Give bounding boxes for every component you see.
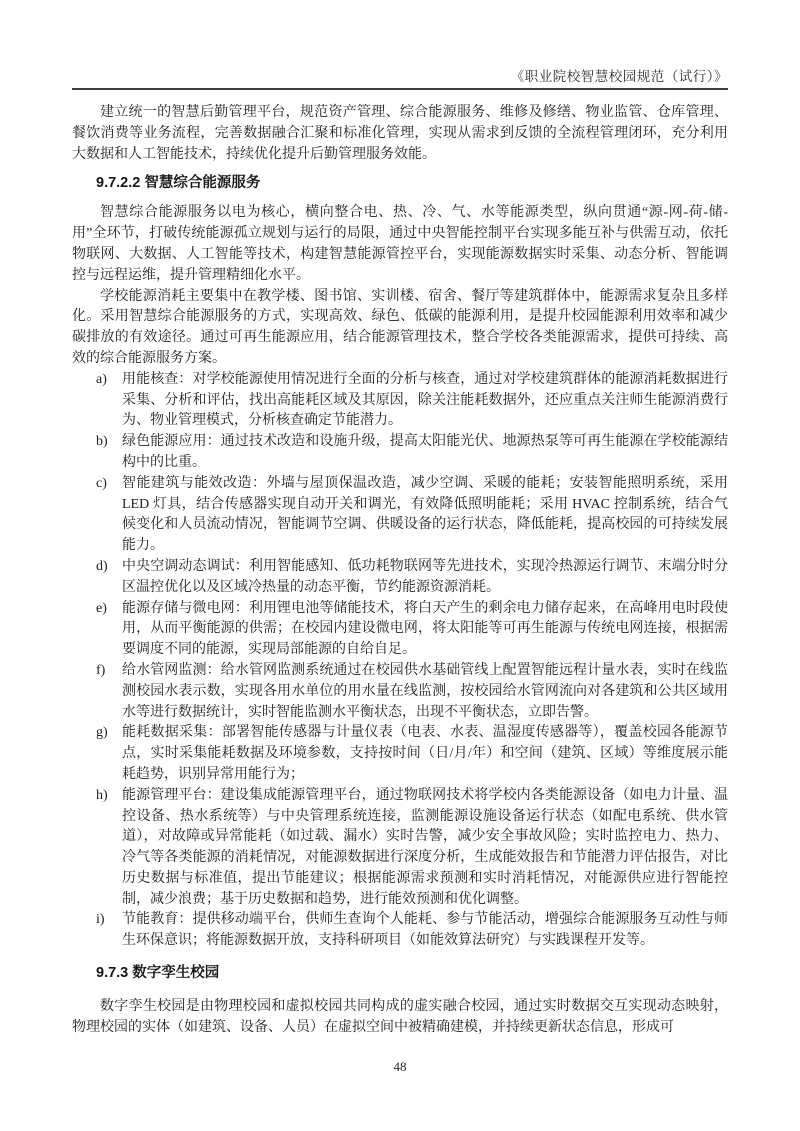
document-title: 《职业院校智慧校园规范（试行）》 <box>510 69 728 84</box>
list-item-label: c) <box>96 475 107 491</box>
list-item-b <box>96 432 728 474</box>
page-number: 48 <box>393 1059 407 1074</box>
paragraph-energy-overview: 智慧综合能源服务以电为核心，横向整合电、热、冷、气、水等能源类型，纵向贯通“源-网-荷-储-用”全环节，打破传统能源孤立规划与运行的局限，通过中央智能控制平台实现多能互补与供需互动，依托物联网、大数据、人工智能等技术，构建智慧能源管控平台，实现能源数据实时采集、动态分析、智能调控与远程运维，提升管理精细化水平。 <box>72 205 728 283</box>
list-item-c <box>96 474 728 557</box>
page-header <box>72 69 728 84</box>
list-item-d <box>96 557 728 599</box>
list-item-f <box>96 661 728 723</box>
list-item-text: 能源管理平台：建设集成能源管理平台，通过物联网技术将学校内各类能源设备（如电力计量、温控设备、热水系统等）与中央管理系统连接，监测能源设施设备运行状态（如配电系统、供水管道），对故障或异常能耗（如过载、漏水）实时告警，减少安全事故风险；实时监控电力、热力、冷气等各类能源的消耗情况，对能源数据进行深度分析，生成能效报告和节能潜力评估报告，对比历史数据与标准值，提出节能建议；根据能源需求预测和实时消耗情况，对能源供应进行智能控制，减少浪费；基于历史数据和趋势，进行能效预测和优化调整。 <box>122 787 728 907</box>
page-footer <box>0 1059 800 1075</box>
list-item-text: 节能教育：提供移动端平台，供师生查询个人能耗、参与节能活动，增强综合能源服务互动性与师生环保意识；将能源数据开放，支持科研项目（如能效算法研究）与实践课程开发等。 <box>122 912 728 949</box>
list-item-label: h) <box>96 787 108 803</box>
list-item-label: e) <box>96 600 107 616</box>
list-item-h <box>96 786 728 911</box>
document-body <box>72 103 728 1039</box>
list-item-i <box>96 910 728 952</box>
list-item-text: 智能建筑与能效改造：外墙与屋顶保温改造，减少空调、采暖的能耗；安装智能照明系统，采用 LED 灯具，结合传感器实现自动开关和调光，有效降低照明能耗；采用 HVAC 控制系统，结合气候变化和人员流动情况，智能调节空调、供暖设备的运行状态，降低能耗，提高校园的可持续发展能力。 <box>122 475 728 554</box>
list-item-label: b) <box>96 434 108 450</box>
list-item-label: f) <box>96 662 106 678</box>
list-item-text: 能耗数据采集：部署智能传感器与计量仪表（电表、水表、温湿度传感器等），覆盖校园各能源节点，实时采集能耗数据及环境参数，支持按时间（日/月/年）和空间（建筑、区域）等维度展示能耗趋势，识别异常用能行为； <box>122 725 728 782</box>
section-heading-9-7-2-2: 9.7.2.2 智慧综合能源服务 <box>96 175 261 192</box>
list-item-e <box>96 599 728 661</box>
section-heading-9-7-3: 9.7.3 数字孪生校园 <box>96 965 220 982</box>
paragraph-digital-twin: 数字孪生校园是由物理校园和虚拟校园共同构成的虚实融合校园，通过实时数据交互实现动态映射，物理校园的实体（如建筑、设备、人员）在虚拟空间中被精确建模，并持续更新状态信息，形成可 <box>72 999 728 1035</box>
list-item-a <box>96 370 728 432</box>
list-item-g <box>96 723 728 785</box>
list-item-text: 给水管网监测：给水管网监测系统通过在校园供水基础管线上配置智能远程计量水表，实时在线监测校园水表示数，实现各用水单位的用水量在线监测，按校园给水管网流向对各建筑和公共区域用水等进行数据统计，实时智能监测水平衡状态，出现不平衡状态，立即告警。 <box>122 662 728 720</box>
header-rule <box>72 88 728 90</box>
list-item-text: 绿色能源应用：通过技术改造和设施升级，提高太阳能光伏、地源热泵等可再生能源在学校能源结构中的比重。 <box>122 434 728 470</box>
list-item-label: a) <box>96 371 107 387</box>
list-item-text: 能源存储与微电网：利用锂电池等储能技术，将白天产生的剩余电力储存起来，在高峰用电时段使用，从而平衡能源的供需；在校园内建设微电网，将太阳能等可再生能源与传统电网连接，根据需要调度不同的能源，实现局部能源的自给自足。 <box>122 600 728 658</box>
list-item-label: g) <box>96 725 108 741</box>
paragraph-logistics: 建立统一的智慧后勤管理平台，规范资产管理、综合能源服务、维修及修缮、物业监管、仓库管理、餐饮消费等业务流程，完善数据融合汇聚和标准化管理，实现从需求到反馈的全流程管理闭环，充分利用大数据和人工智能技术，持续优化提升后勤管理服务效能。 <box>72 105 728 162</box>
list-item-label: i) <box>96 912 105 928</box>
energy-service-list <box>96 370 728 952</box>
list-item-text: 中央空调动态调试：利用智能感知、低功耗物联网等先进技术，实现冷热源运行调节、末端分时分区温控优化以及区域冷热量的动态平衡，节约能源资源消耗。 <box>122 558 728 595</box>
paragraph-energy-campus: 学校能源消耗主要集中在教学楼、图书馆、实训楼、宿舍、餐厅等建筑群体中，能源需求复杂且多样化。采用智慧综合能源服务的方式，实现高效、绿色、低碳的能源利用，是提升校园能源利用效率和减少碳排放的有效途径。通过可再生能源应用，结合能源管理技术，整合学校各类能源需求，提供可持续、高效的综合能源服务方案。 <box>72 288 728 366</box>
list-item-label: d) <box>96 558 108 574</box>
list-item-text: 用能核查：对学校能源使用情况进行全面的分析与核查，通过对学校建筑群体的能源消耗数据进行采集、分析和评估，找出高能耗区域及其原因，除关注能耗数据外，还应重点关注师生能源消费行为、物业管理模式，分析核查确定节能潜力。 <box>122 371 728 429</box>
